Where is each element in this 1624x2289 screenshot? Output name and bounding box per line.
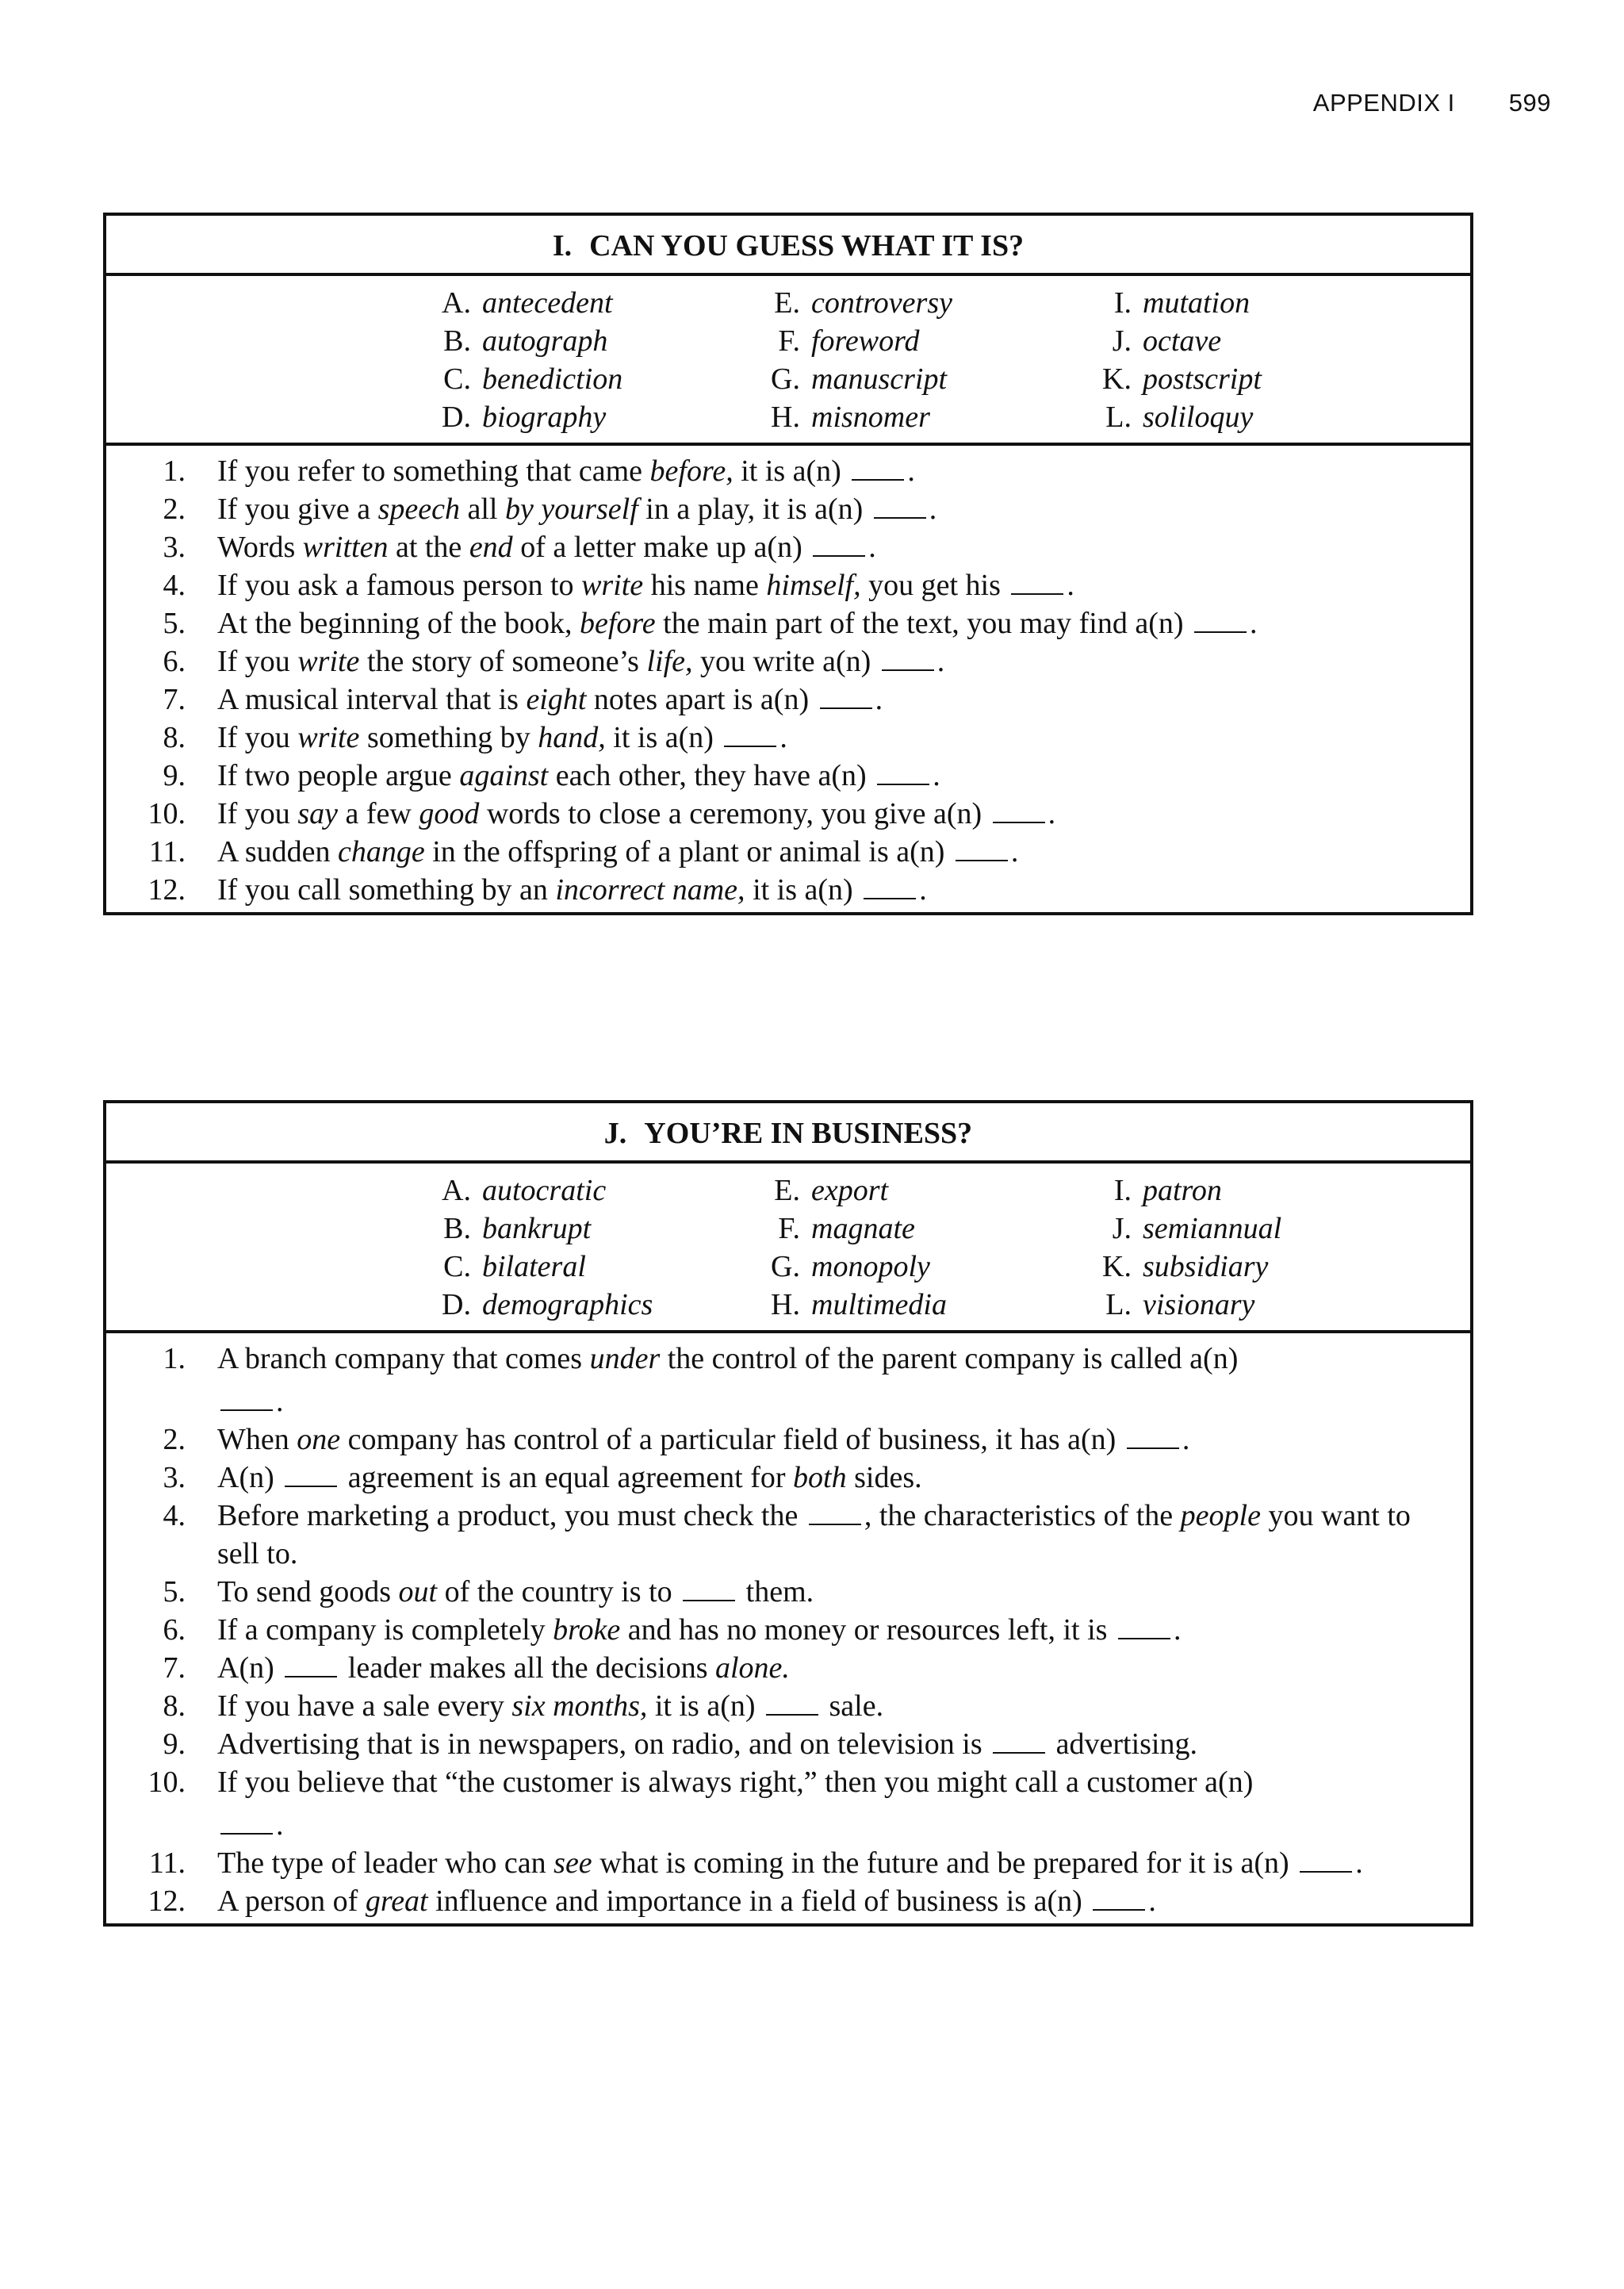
emphasis: out: [398, 1575, 438, 1608]
answer-blank: [285, 1462, 337, 1487]
term-letter: A.: [442, 286, 471, 320]
word-bank-term: [1082, 360, 1262, 398]
question-text: A(n) leader makes all the decisions alone.: [217, 1651, 790, 1685]
word-bank-term: [422, 1248, 751, 1286]
term-word: monopoly: [811, 1250, 930, 1283]
word-bank-term: [1082, 398, 1262, 436]
question-text: Advertising that is in newspapers, on radio, and on television is advertising.: [217, 1727, 1197, 1761]
answer-blank: [813, 531, 865, 557]
question: [106, 1649, 1440, 1687]
answer-blank: [852, 455, 904, 481]
question: [106, 1573, 1440, 1611]
question: [106, 528, 1440, 566]
term-letter: D.: [442, 401, 471, 434]
word-bank-term: [751, 1286, 1082, 1324]
answer-blank: [993, 1728, 1045, 1754]
term-word: multimedia: [811, 1288, 947, 1321]
emphasis: people: [1180, 1499, 1261, 1532]
emphasis: by yourself: [504, 493, 638, 526]
answer-blank: [724, 722, 776, 747]
term-letter: E.: [774, 286, 800, 320]
word-bank-column: [1082, 1171, 1281, 1324]
answer-blank: [683, 1576, 735, 1601]
question-text: Words written at the end of a letter make up a(n) .: [217, 531, 876, 564]
running-head-section: APPENDIX I: [1312, 89, 1455, 117]
word-bank-column: [751, 284, 1082, 436]
emphasis: speech: [377, 493, 460, 526]
word-bank-column: [422, 1171, 751, 1324]
term-letter: F.: [778, 1212, 800, 1245]
answer-blank: [809, 1500, 861, 1525]
question-number: 4.: [163, 1499, 186, 1532]
word-bank-column: [422, 284, 751, 436]
word-bank-term: [1082, 1171, 1281, 1210]
exercise-box-j: [103, 1100, 1473, 1927]
question-text: If you give a speech all by yourself in a play, it is a(n) .: [217, 493, 937, 526]
emphasis: write: [581, 569, 644, 602]
answer-blank: [1194, 608, 1247, 633]
question-number: 3.: [163, 1461, 186, 1494]
answer-line: .: [217, 1382, 284, 1421]
emphasis: say: [297, 797, 338, 830]
question-text: A person of great influence and importance in a field of business is a(n) .: [217, 1884, 1156, 1918]
answer-blank: [864, 874, 916, 899]
term-word: visionary: [1143, 1288, 1255, 1321]
question-number: 2.: [163, 1423, 186, 1456]
question-text: At the beginning of the book, before the main part of the text, you may find a(n) .: [217, 607, 1258, 640]
word-bank-term: [422, 322, 751, 360]
term-letter: L.: [1105, 1288, 1132, 1321]
emphasis: end: [469, 531, 513, 564]
answer-blank: [874, 493, 926, 519]
word-bank: [106, 1164, 1470, 1333]
question-text: To send goods out of the country is to them.: [217, 1575, 814, 1608]
question-number: 9.: [163, 759, 186, 792]
term-letter: G.: [771, 1250, 800, 1283]
word-bank-term: [751, 1248, 1082, 1286]
question-text: If you say a few good words to close a ceremony, you give a(n) .: [217, 797, 1056, 830]
term-word: soliloquy: [1143, 401, 1254, 434]
answer-blank: [1300, 1847, 1352, 1873]
question: [106, 1421, 1440, 1459]
page-number: 599: [1508, 89, 1551, 117]
question: [106, 604, 1440, 642]
emphasis: before,: [649, 454, 733, 488]
term-letter: G.: [771, 362, 800, 396]
term-word: benediction: [482, 362, 623, 396]
term-letter: J.: [1112, 1212, 1132, 1245]
question-number: 6.: [163, 645, 186, 678]
term-word: misnomer: [811, 401, 930, 434]
question: [106, 1340, 1440, 1421]
exercise-box-i: [103, 213, 1473, 915]
exercise-title: [106, 216, 1470, 276]
question: [106, 719, 1440, 757]
question: [106, 1763, 1440, 1844]
question: [106, 1882, 1440, 1920]
word-bank-term: [1082, 1248, 1281, 1286]
answer-blank: [220, 1386, 273, 1411]
term-letter: F.: [778, 324, 800, 358]
question-number: 5.: [163, 607, 186, 640]
question-number: 12.: [147, 873, 186, 907]
term-letter: H.: [771, 1288, 800, 1321]
question-number: 1.: [163, 1342, 186, 1375]
question: [106, 833, 1440, 871]
word-bank: [106, 276, 1470, 446]
question: [106, 1687, 1440, 1725]
question: [106, 1844, 1440, 1882]
question: [106, 452, 1440, 490]
question-text: If you believe that “the customer is always right,” then you might call a customer a(n) .: [217, 1763, 1440, 1844]
answer-blank: [877, 760, 929, 785]
question-text: When one company has control of a particular field of business, it has a(n) .: [217, 1423, 1190, 1456]
word-bank-column: [1082, 284, 1262, 436]
term-letter: L.: [1105, 401, 1132, 434]
question-text: If you have a sale every six months, it is a(n) sale.: [217, 1689, 884, 1723]
question-number: 10.: [147, 1766, 186, 1799]
emphasis: six months,: [511, 1689, 648, 1723]
term-word: controversy: [811, 286, 952, 320]
word-bank-term: [751, 1210, 1082, 1248]
term-letter: C.: [443, 1250, 471, 1283]
answer-blank: [1118, 1614, 1170, 1639]
word-bank-term: [1082, 1210, 1281, 1248]
term-letter: H.: [771, 401, 800, 434]
word-bank-term: [751, 398, 1082, 436]
answer-blank: [820, 684, 872, 709]
word-bank-term: [422, 284, 751, 322]
emphasis: great: [365, 1884, 428, 1918]
emphasis: good: [419, 797, 480, 830]
question-text: A musical interval that is eight notes apart is a(n) .: [217, 683, 883, 716]
emphasis: eight: [526, 683, 587, 716]
emphasis: under: [589, 1342, 661, 1375]
answer-blank: [285, 1652, 337, 1677]
word-bank-term: [422, 1286, 751, 1324]
question: [106, 757, 1440, 795]
question-text: If you write something by hand, it is a(n) .: [217, 721, 787, 754]
question: [106, 871, 1440, 909]
question: [106, 1725, 1440, 1763]
emphasis: write: [297, 721, 360, 754]
question: [106, 681, 1440, 719]
answer-line: .: [217, 1806, 284, 1844]
answer-blank: [1093, 1885, 1145, 1911]
word-bank-term: [1082, 322, 1262, 360]
word-bank-term: [751, 284, 1082, 322]
word-bank-term: [1082, 284, 1262, 322]
emphasis: broke: [553, 1613, 621, 1647]
emphasis: one: [297, 1423, 341, 1456]
question-number: 3.: [163, 531, 186, 564]
term-word: octave: [1143, 324, 1222, 358]
emphasis: alone.: [714, 1651, 790, 1685]
word-bank-term: [422, 1171, 751, 1210]
term-word: autocratic: [482, 1174, 607, 1207]
exercise-title: [106, 1103, 1470, 1164]
emphasis: change: [338, 835, 425, 868]
question-number: 7.: [163, 683, 186, 716]
word-bank-term: [422, 360, 751, 398]
question-list: [106, 1333, 1470, 1923]
answer-blank: [882, 646, 934, 671]
exercise-letter: J.: [603, 1117, 627, 1150]
term-letter: E.: [774, 1174, 800, 1207]
answer-blank: [1011, 569, 1063, 595]
term-word: subsidiary: [1143, 1250, 1269, 1283]
term-word: semiannual: [1143, 1212, 1282, 1245]
emphasis: both: [793, 1461, 847, 1494]
term-letter: I.: [1113, 286, 1132, 320]
question-text: A(n) agreement is an equal agreement for both sides.: [217, 1461, 922, 1494]
emphasis: write: [297, 645, 360, 678]
question-number: 10.: [147, 797, 186, 830]
emphasis: before: [579, 607, 656, 640]
question-number: 12.: [147, 1884, 186, 1918]
question-number: 4.: [163, 569, 186, 602]
question-text: If you call something by an incorrect name, it is a(n) .: [217, 873, 927, 907]
question-number: 5.: [163, 1575, 186, 1608]
question-text: The type of leader who can see what is coming in the future and be prepared for it is a(n) .: [217, 1846, 1363, 1880]
answer-blank: [956, 836, 1008, 861]
answer-blank: [993, 798, 1045, 823]
term-letter: B.: [443, 1212, 471, 1245]
question-text: A sudden change in the offspring of a plant or animal is a(n) .: [217, 835, 1019, 868]
term-letter: A.: [442, 1174, 471, 1207]
question-list: [106, 446, 1470, 912]
question-text: If you refer to something that came before, it is a(n) .: [217, 454, 915, 488]
term-word: bankrupt: [482, 1212, 592, 1245]
question-text: Before marketing a product, you must check the , the characteristics of the people you want to sell to.: [217, 1499, 1411, 1570]
term-word: autograph: [482, 324, 608, 358]
question: [106, 642, 1440, 681]
word-bank-term: [422, 1210, 751, 1248]
question-number: 11.: [148, 1846, 186, 1880]
word-bank-term: [1082, 1286, 1281, 1324]
word-bank-term: [751, 322, 1082, 360]
exercise-heading: CAN YOU GUESS WHAT IT IS?: [589, 229, 1025, 263]
answer-blank: [220, 1809, 273, 1835]
question: [106, 1497, 1440, 1573]
exercise-letter: I.: [552, 229, 573, 263]
question: [106, 490, 1440, 528]
answer-blank: [1127, 1424, 1179, 1449]
term-letter: B.: [443, 324, 471, 358]
question: [106, 1611, 1440, 1649]
question-number: 2.: [163, 493, 186, 526]
question-number: 7.: [163, 1651, 186, 1685]
term-word: patron: [1143, 1174, 1222, 1207]
question-number: 1.: [163, 454, 186, 488]
question-number: 8.: [163, 721, 186, 754]
term-word: foreword: [811, 324, 920, 358]
term-word: antecedent: [482, 286, 613, 320]
emphasis: himself,: [766, 569, 861, 602]
question-text: If you write the story of someone’s life, you write a(n) .: [217, 645, 945, 678]
term-letter: J.: [1112, 324, 1132, 358]
term-letter: I.: [1113, 1174, 1132, 1207]
running-head: [1313, 89, 1551, 117]
emphasis: life,: [646, 645, 693, 678]
term-letter: D.: [442, 1288, 471, 1321]
question-text: If a company is completely broke and has no money or resources left, it is .: [217, 1613, 1182, 1647]
question-text: If two people argue against each other, they have a(n) .: [217, 759, 940, 792]
emphasis: incorrect name,: [555, 873, 745, 907]
term-letter: K.: [1102, 362, 1132, 396]
question: [106, 795, 1440, 833]
question-number: 6.: [163, 1613, 186, 1647]
term-letter: C.: [443, 362, 471, 396]
answer-blank: [766, 1690, 818, 1716]
word-bank-term: [751, 1171, 1082, 1210]
question-text: If you ask a famous person to write his name himself, you get his .: [217, 569, 1074, 602]
question-number: 11.: [148, 835, 186, 868]
word-bank-term: [751, 360, 1082, 398]
emphasis: written: [302, 531, 389, 564]
term-word: biography: [482, 401, 607, 434]
word-bank-term: [422, 398, 751, 436]
term-word: demographics: [482, 1288, 653, 1321]
term-word: postscript: [1143, 362, 1262, 396]
question: [106, 566, 1440, 604]
question-text: A branch company that comes under the control of the parent company is called a(n) .: [217, 1340, 1440, 1421]
term-word: export: [811, 1174, 889, 1207]
emphasis: against: [459, 759, 549, 792]
emphasis: see: [553, 1846, 592, 1880]
term-word: mutation: [1143, 286, 1251, 320]
term-word: manuscript: [811, 362, 947, 396]
term-letter: K.: [1102, 1250, 1132, 1283]
term-word: magnate: [811, 1212, 915, 1245]
word-bank-column: [751, 1171, 1082, 1324]
emphasis: hand,: [538, 721, 606, 754]
question: [106, 1459, 1440, 1497]
term-word: bilateral: [482, 1250, 586, 1283]
question-number: 8.: [163, 1689, 186, 1723]
question-number: 9.: [163, 1727, 186, 1761]
exercise-heading: YOU’RE IN BUSINESS?: [644, 1117, 973, 1150]
